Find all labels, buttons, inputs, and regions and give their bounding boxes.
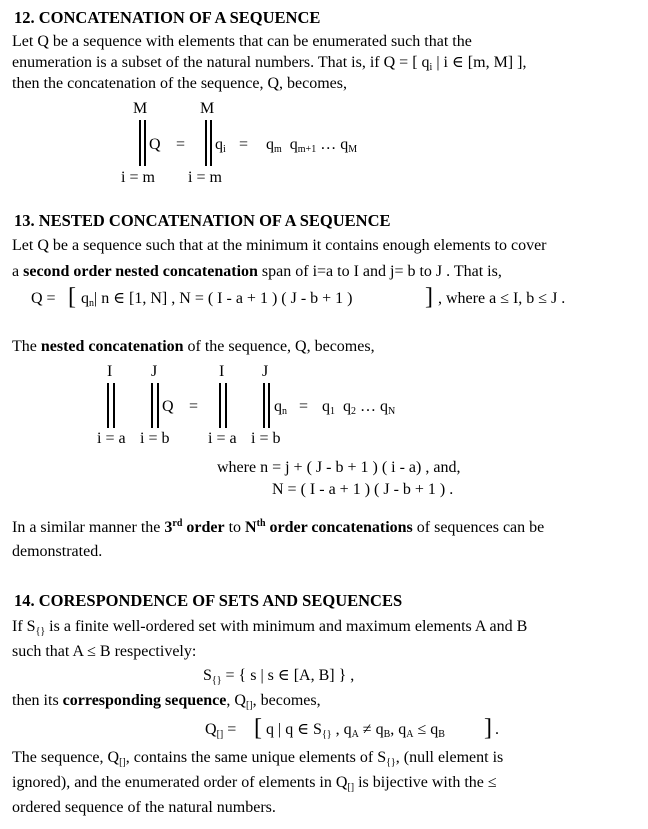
concat-bar	[139, 120, 141, 166]
lower-limit: i = b	[251, 430, 281, 447]
s13-paragraph-line2: demonstrated.	[12, 543, 103, 560]
lower-limit: i = a	[97, 430, 126, 447]
lower-limit: i = m	[121, 169, 155, 186]
s13-definition-tail: , where a ≤ I, b ≤ J .	[438, 290, 566, 307]
concat-bar	[151, 383, 153, 428]
sequence-definition-lhs: $Q_{[]}$ =	[205, 721, 237, 740]
upper-limit: M	[133, 100, 148, 117]
concat-bar	[144, 120, 146, 166]
set-definition: $S_{\{\}}$ = { s | s ∈ [A, B] } ,	[203, 667, 355, 686]
upper-limit: J	[151, 363, 158, 380]
where-clause: where n = j + ( J - b + 1 ) ( i - a) , and,	[217, 459, 461, 476]
upper-limit: I	[107, 363, 113, 380]
s14-line2: such that A ≤ B respectively:	[12, 643, 197, 660]
s13-line2: a second order nested concatenation span of i=a to I and j= b to J . That is,	[12, 263, 502, 280]
s13-definition-lhs: Q =	[31, 290, 56, 307]
right-bracket: ]	[484, 715, 492, 741]
section-12-heading: 12. CONCATENATION OF A SEQUENCE	[14, 8, 321, 27]
q-symbol: Q	[149, 136, 161, 153]
s12-line2: enumeration is a subset of the natural numbers. That is, if Q = [ $q_i$ | i ∈ [m, M] ],	[12, 54, 527, 73]
right-bracket: ]	[425, 284, 433, 310]
equals: =	[299, 398, 309, 415]
section-14-heading: 14. CORESPONDENCE OF SETS AND SEQUENCES	[14, 591, 403, 610]
upper-limit: J	[262, 363, 269, 380]
concat-bar	[205, 120, 207, 166]
concat-bar	[107, 383, 109, 428]
s12-line3: then the concatenation of the sequence, Q, becomes,	[12, 75, 347, 92]
s13-paragraph: In a similar manner the 3rd order to $N^{th}$ order concatenations of sequences can be	[12, 518, 545, 536]
s12-line1: Let Q be a sequence with elements that can be enumerated such that the	[12, 33, 472, 50]
concat-bar	[268, 383, 270, 428]
concat-bar	[219, 383, 221, 428]
concat-bar	[157, 383, 159, 428]
s14-para-line3: ordered sequence of the natural numbers.	[12, 799, 276, 816]
equals: =	[189, 398, 199, 415]
equals: =	[239, 136, 249, 153]
s14-line3: then its corresponding sequence, $Q_{[]}$, becomes,	[12, 692, 321, 711]
lower-limit: i = a	[208, 430, 237, 447]
lower-limit: i = m	[188, 169, 222, 186]
q-element: $q_i$	[215, 136, 226, 155]
sequence-definition-end: .	[495, 721, 499, 738]
concat-bar	[113, 383, 115, 428]
upper-limit: M	[200, 100, 215, 117]
s14-para-line1: The sequence, $Q_{[]}$, contains the same unique elements of $S_{\{\}}$, (null element is	[12, 749, 504, 768]
s13-line3: The nested concatenation of the sequence, Q, becomes,	[12, 338, 375, 355]
s13-definition: $q_n|$ n ∈ [1, N] , N = ( I - a + 1 ) ( J - b + 1 )	[81, 290, 353, 309]
section-13-heading: 13. NESTED CONCATENATION OF A SEQUENCE	[14, 211, 391, 230]
s14-para-line2: ignored), and the enumerated order of elements in $Q_{[]}$ is bijective with the ≤	[12, 774, 497, 793]
concat-bar	[210, 120, 212, 166]
s14-line1: If $S_{\{\}}$ is a finite well-ordered set with minimum and maximum elements A and B	[12, 618, 528, 637]
sequence-definition: q | q ∈ $S_{\{\}}$ , $q_A \ne q_B$, $q_A \le q_B$	[266, 721, 445, 740]
concat-bar	[225, 383, 227, 428]
s13-line1: Let Q be a sequence such that at the minimum it contains enough elements to cover	[12, 237, 547, 254]
concat-expansion: $q_1$ $q_2$ … $q_N$	[322, 398, 396, 417]
left-bracket: [	[254, 715, 262, 741]
equals: =	[176, 136, 186, 153]
lower-limit: i = b	[140, 430, 170, 447]
concat-bar	[263, 383, 265, 428]
where-clause-n: N = ( I - a + 1 ) ( J - b + 1 ) .	[272, 481, 454, 498]
q-element: $q_n$	[274, 398, 287, 417]
concat-expansion: $q_m$ $q_{m+1}$ … $q_M$	[266, 136, 358, 155]
left-bracket: [	[68, 284, 76, 310]
upper-limit: I	[219, 363, 225, 380]
q-symbol: Q	[162, 398, 174, 415]
